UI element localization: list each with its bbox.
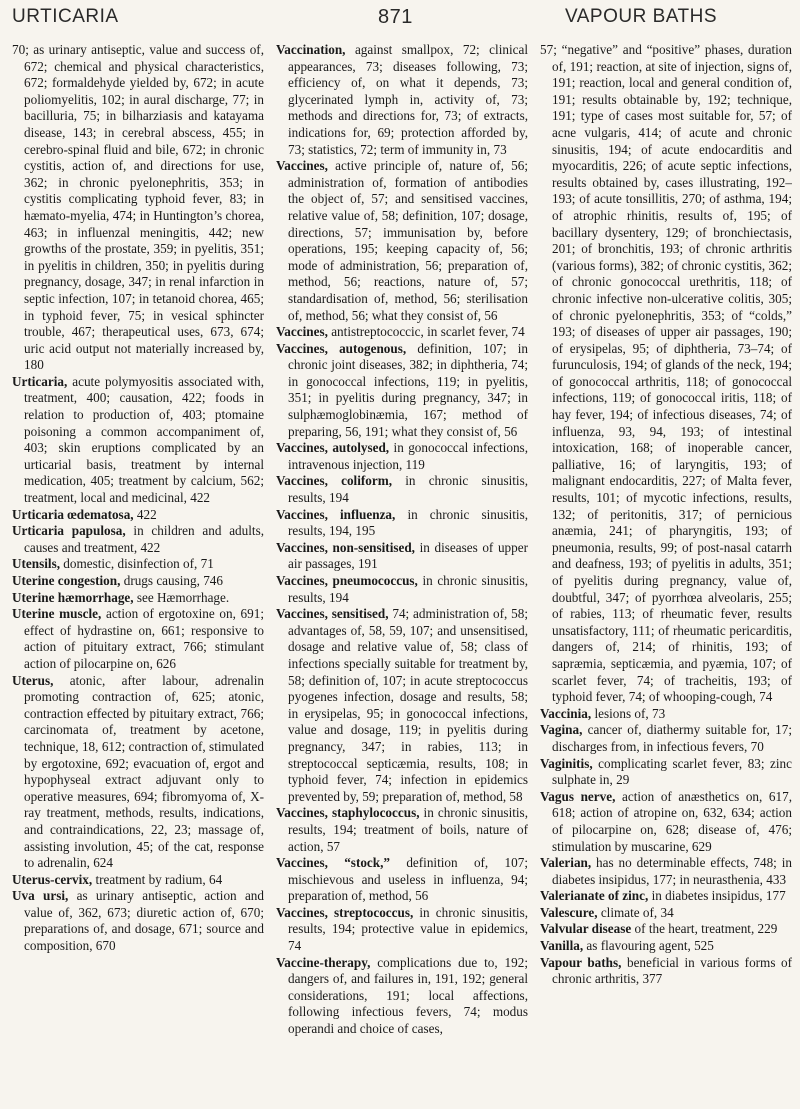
entry-text: lesions of, 73 [591,705,666,721]
index-entry [540,888,792,905]
entry-text: domestic, disinfection of, 71 [60,556,214,572]
entry-heading: Valvular disease [540,921,632,937]
entry-heading: Valerianate of zinc, [540,888,649,904]
index-columns [12,42,792,1104]
entry-heading: Vaccination, [276,42,346,57]
entry-heading: Uva ursi, [12,888,69,904]
entry-heading: Vaccines, influenza, [276,506,396,522]
entry-text: complications due to, 192; dangers of, and failures in, 191, 192; general considerations, 191; local affections, following infectious fevers, 74; modus operandi and choice of cases, [288,954,528,1037]
entry-text: in children and adults, causes and treatment, 422 [24,523,264,555]
index-entry [540,756,792,789]
entry-text: antistreptococcic, in scarlet fever, 74 [327,324,525,340]
index-column-1 [12,42,264,1104]
entry-text: has no determinable effects, 748; in diabetes insipidus, 177; in neurasthenia, 433 [552,855,792,887]
entry-heading: Vaccines, pneumococcus, [276,573,418,588]
running-head-right: VAPOUR BATHS [565,6,718,27]
index-entry [276,573,528,606]
index-entry [276,905,528,955]
index-entry [540,42,792,706]
entry-heading: Valescure, [540,904,598,920]
entry-text: in chronic sinusitis, results, 194 [288,473,528,506]
index-entry [540,789,792,855]
index-entry [276,805,528,855]
entry-text: as urinary antiseptic, action and value of, 362, 673; diuretic action of, 670; preparations of, and dosage, 671; source and composition, 670 [24,888,264,954]
entry-heading: Vaccines, coliform, [276,473,393,489]
entry-text: active principle of, nature of, 56; administration of, formation of antibodies the object of, 57; and sensitised vaccines, relative value of, 58; definition, 107; dosage, directions, 57; immunisation by, before operations, 195; keeping capacity of, 56; mode of administration, 56; preparation of, method, 56; reactions, nature of, 57; standardisation of, method, 56; sterilisation of, method, 56; what they consist of, 56 [288,158,528,323]
entry-text: action of anæsthetics on, 617, 618; action of atropine on, 632, 634; action of pilocarpine on, 628; disease of, 476; stimulation by muscarine, 629 [552,788,792,854]
index-entry [276,540,528,573]
index-entry [276,507,528,540]
entry-text: in diabetes insipidus, 177 [648,888,786,904]
entry-text: 74; administration of, 58; advantages of, 58, 59, 107; and unsensitised, dosage and relative value of, 58; class of infections specially suitable for treatment by, 58; definition of, 107; in acute streptococcus pyogenes infection, dosage and results, 58; in erysipelas, 95; in gonococcal infections, value and dosage, 119; in pyelitis during pregnancy, 347; in rabies, 113; in streptococcal septicæmia, results, 108; in typhoid fever, 74; infection in epidemics prevented by, 59; preparation of, method, 58 [288,606,528,804]
entry-heading: Uterine muscle, [12,606,102,622]
entry-text: beneficial in various forms of chronic arthritis, 377 [552,954,792,987]
entry-heading: Vaccines, streptococcus, [276,904,414,920]
entry-text: in chronic sinusitis, results, 194; treatment of boils, nature of action, 57 [288,805,528,854]
entry-heading: Utensils, [12,556,60,572]
entry-text: against smallpox, 72; clinical appearances, 73; diseases following, 73; efficiency of, on what it depends, 73; glycerinated lymph in, activity of, 73; methods and directions for, 73; of extracts, indications for, 69; protection afforded by, 73; statistics, 72; term of immunity in, 73 [288,42,528,157]
index-entry [276,955,528,1038]
index-entry [540,855,792,888]
entry-text: complicating scarlet fever, 83; zinc sulphate in, 29 [552,755,792,788]
entry-text: treatment by radium, 64 [92,871,223,887]
entry-heading: Vagina, [540,722,583,738]
entry-heading: Uterine congestion, [12,573,121,588]
page-number: 871 [378,6,413,28]
index-entry [12,573,264,590]
entry-heading: Uterine hæmorrhage, [12,589,134,605]
entry-text: 57; “negative” and “positive” phases, duration of, 191; reaction, at site of injection, signs of, 191; reaction, local and general condition of, 191; results obtainable by, 192; technique, 191; type of cases most suitable for, 57; of acne vulgaris, 414; of acute and chronic sinusitis, 194; of acute endocarditis and myocarditis, 226; of acute septic infections, results obtained by, cases illustrating, 192–193; of acute tonsillitis, 270; of asthma, 194; of atrophic rhinitis, results of, 195; of bacillary dysentery, 129; of bronchiectasis, 201; of bronchitis, 193; of chronic arthritis (various forms), 382; of chronic cystitis, 362; of chronic gonococcal urethritis, 118; of chronic infective non-ulcerative colitis, 305; of chronic pyelonephritis, 353; of “colds,” 193; of diseases of upper air passages, 190; of erysipelas, 95; of diphtheria, 73–74; of furunculosis, 194; of glands of the neck, 194; of gonococcal arthritis, 118; of gonococcal infections, 119; of gonococcal iritis, 118; of hay fever, 194; of infectious diseases, 74; of influenza, 93, 94, 193; of intestinal intoxication, 168; of inoperable cancer, palliative, 16; of laryngitis, 193; of malignant endocarditis, 227; of Malta fever, results, 101; of mycotic infections, results, 132; of peritonitis, 317; of pernicious anæmia, 241; of pharyngitis, 193; of pneumonia, results, 99; of post-nasal catarrh and deafness, 193; of pyelitis in adults, 351; of pyelitis during pregnancy, value of, doubtful, 347; of pyorrhœa alveolaris, 255; of rabies, 113; of rheumatic fever, results unsatisfactory, 111; of rheumatic pericarditis, dangers of, 214; of rhinitis, 193; of sapræmia, septicæmia, and pyæmia, 107; of scarlet fever, 74; of tracheitis, 193; of typhoid fever, 74; of whooping-cough, 74 [540,42,792,705]
entry-heading: Vapour baths, [540,954,622,970]
entry-text: see Hæmorrhage. [133,589,230,605]
index-entry [276,440,528,473]
entry-heading: Vaccines, staphylococcus, [276,805,420,821]
entry-text: drugs causing, 746 [120,573,223,588]
entry-heading: Urticaria, [12,373,68,389]
index-entry [12,42,264,374]
index-entry [540,722,792,755]
index-entry [276,42,528,158]
entry-heading: Urticaria œdematosa, [12,506,134,522]
index-entry [276,606,528,805]
index-entry [12,556,264,573]
entry-text: 70; as urinary antiseptic, value and success of, 672; chemical and physical characteristics, 672; formaldehyde yielded by, 672; in acute poliomyelitis, 102; in aural discharge, 77; in bacilluria, 75; in bilharziasis and katayama disease, 143; in cerebral abscess, 455; in cerebro-spinal fluid and bile, 672; in chronic cystitis, action of, and directions for use, 362; in chronic pyelonephritis, 353; in cystitis complicating typhoid fever, 83; in hæmato-myelia, 474; in Huntington’s chorea, 463; in influenzal meningitis, 442; new growths of the prostate, 359; in pyelitis, 351; in pyelitis in children, 350; in pyelitis during pregnancy, dosage, 347; in renal infarction in septic infection, 107; in tetanoid chorea, 465; in typhoid fever, 75; in vesical sphincter trouble, 467; therapeutical uses, 673, 674; uric acid output not materially increased by, 180 [12,42,264,373]
index-entry [540,921,792,938]
entry-heading: Urticaria papulosa, [12,523,126,539]
entry-heading: Vaccines, [276,158,328,174]
index-entry [540,938,792,955]
entry-heading: Vanilla, [540,938,584,954]
entry-text: definition, 107; in chronic joint diseases, 382; in diphtheria, 74; in gonococcal infections, 119; in pyelitis, 351; in pyelitis during pregnancy, 347; in sulphæmoglobinæmia, 167; method of preparing, 56, 191; what they consist of, 56 [288,340,528,439]
entry-text: in diseases of upper air passages, 191 [288,539,528,572]
index-entry [276,855,528,905]
entry-heading: Vaccines, “stock,” [276,855,391,871]
entry-text: in chronic sinusitis, results, 194 [288,573,528,605]
index-column-3 [540,42,792,1104]
entry-heading: Vaccine-therapy, [276,954,371,970]
entry-text: action of ergotoxine on, 691; effect of hydrastine on, 661; responsive to action of pituitary extract, 766; stimulant action of pilocarpine on, 626 [24,606,264,671]
entry-heading: Vaccines, autolysed, [276,440,390,456]
entry-text: in chronic sinusitis, results, 194, 195 [288,506,528,539]
index-entry [12,606,264,672]
entry-text: atonic, after labour, adrenalin promoting contraction of, 625; atonic, contraction effected by pituitary extract, 766; carcinomata of, treatment by acetone, technique, 18, 612; contraction of, stimulated by ergotoxine, 692; evacuation of, ergot and hypophyseal extract adjuvant only to operative measures, 694; fibromyoma of, X-ray treatment, methods, results, indications, and contraindications, 22, 23; massage of, assisting involution, 45; of the cat, response to adrenalin, 624 [24,672,264,871]
index-entry [12,872,264,889]
entry-heading: Uterus-cervix, [12,871,93,887]
index-entry [540,905,792,922]
index-entry [12,888,264,954]
index-entry [276,341,528,441]
entry-text: 422 [133,506,157,522]
entry-heading: Vaccines, autogenous, [276,340,407,356]
page-header [0,6,800,40]
entry-heading: Vaccines, sensitised, [276,606,389,622]
entry-heading: Vagus nerve, [540,788,616,804]
index-column-2 [276,42,528,1104]
entry-heading: Vaccines, non-sensitised, [276,539,415,555]
entry-text: in chronic sinusitis, results, 194; protective value in epidemics, 74 [288,904,528,954]
index-entry [12,523,264,556]
entry-text: in gonococcal infections, intravenous injection, 119 [288,440,528,472]
entry-text: acute polymyositis associated with, treatment, 400; causation, 422; foods in relation to production of, 403; ptomaine poisoning a common accompaniment of, 403; skin eruptions complicated by an urticarial basis, treatment by internal medication, 405; treatment by calcium, 562; treatment, local and medicinal, 422 [24,373,264,506]
index-entry [12,507,264,524]
entry-heading: Uterus, [12,672,54,688]
entry-text: definition of, 107; mischievous and useless in influenza, 94; preparation of, method, 56 [288,855,528,904]
index-entry [12,590,264,607]
index-entry [276,473,528,506]
index-entry [276,324,528,341]
entry-heading: Vaccinia, [540,705,592,721]
entry-heading: Valerian, [540,855,592,871]
entry-text: of the heart, treatment, 229 [631,921,778,937]
entry-text: cancer of, diathermy suitable for, 17; discharges from, in infectious fevers, 70 [552,722,792,754]
index-entry [540,706,792,723]
entry-heading: Vaginitis, [540,755,593,771]
index-entry [12,673,264,872]
running-head-left: URTICARIA [12,6,119,27]
entry-heading: Vaccines, [276,324,328,340]
entry-text: as flavouring agent, 525 [583,938,714,954]
entry-text: climate of, 34 [597,904,674,920]
index-entry [540,955,792,988]
index-entry [276,158,528,324]
index-entry [12,374,264,507]
